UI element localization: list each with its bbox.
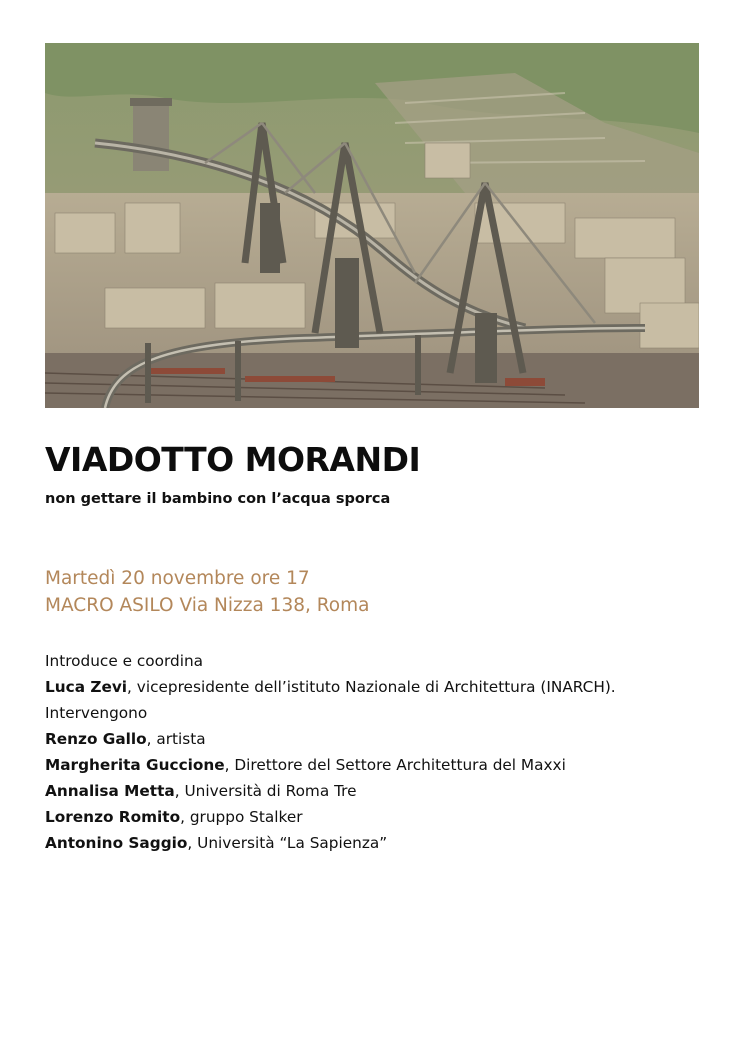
speaker-name: Margherita Guccione: [45, 756, 225, 774]
moderator-name: Luca Zevi: [45, 678, 128, 696]
speaker-line: [45, 778, 616, 804]
page-subtitle: non gettare il bambino con l’acqua sporca: [45, 491, 391, 507]
speaker-name: Antonino Saggio: [45, 834, 188, 852]
event-details: [45, 565, 369, 619]
speaker-line: [45, 830, 616, 856]
speaker-name: Lorenzo Romito: [45, 808, 181, 826]
speaker-line: [45, 752, 616, 778]
program-list: [45, 648, 616, 856]
moderator-role: , vicepresidente dell’istituto Nazionale di Architettura (INARCH).: [127, 678, 616, 696]
speaker-line: [45, 804, 616, 830]
speaker-name: Renzo Gallo: [45, 730, 147, 748]
speaker-name: Annalisa Metta: [45, 782, 175, 800]
speaker-role: , Università “La Sapienza”: [187, 834, 388, 852]
speaker-line: [45, 726, 616, 752]
speaker-role: , artista: [146, 730, 206, 748]
page-title: VIADOTTO MORANDI: [45, 440, 421, 479]
speakers-label: Intervengono: [45, 704, 148, 722]
bridge-photo: [45, 43, 699, 408]
moderator-line: [45, 674, 616, 700]
speaker-role: , Direttore del Settore Architettura del Maxxi: [224, 756, 566, 774]
speaker-role: , gruppo Stalker: [180, 808, 303, 826]
event-venue: MACRO ASILO Via Nizza 138, Roma: [45, 595, 370, 616]
event-date: Martedì 20 novembre ore 17: [45, 568, 310, 589]
intro-label: Introduce e coordina: [45, 652, 204, 670]
bridge-photo-illustration: [45, 43, 699, 408]
speaker-role: , Università di Roma Tre: [174, 782, 357, 800]
